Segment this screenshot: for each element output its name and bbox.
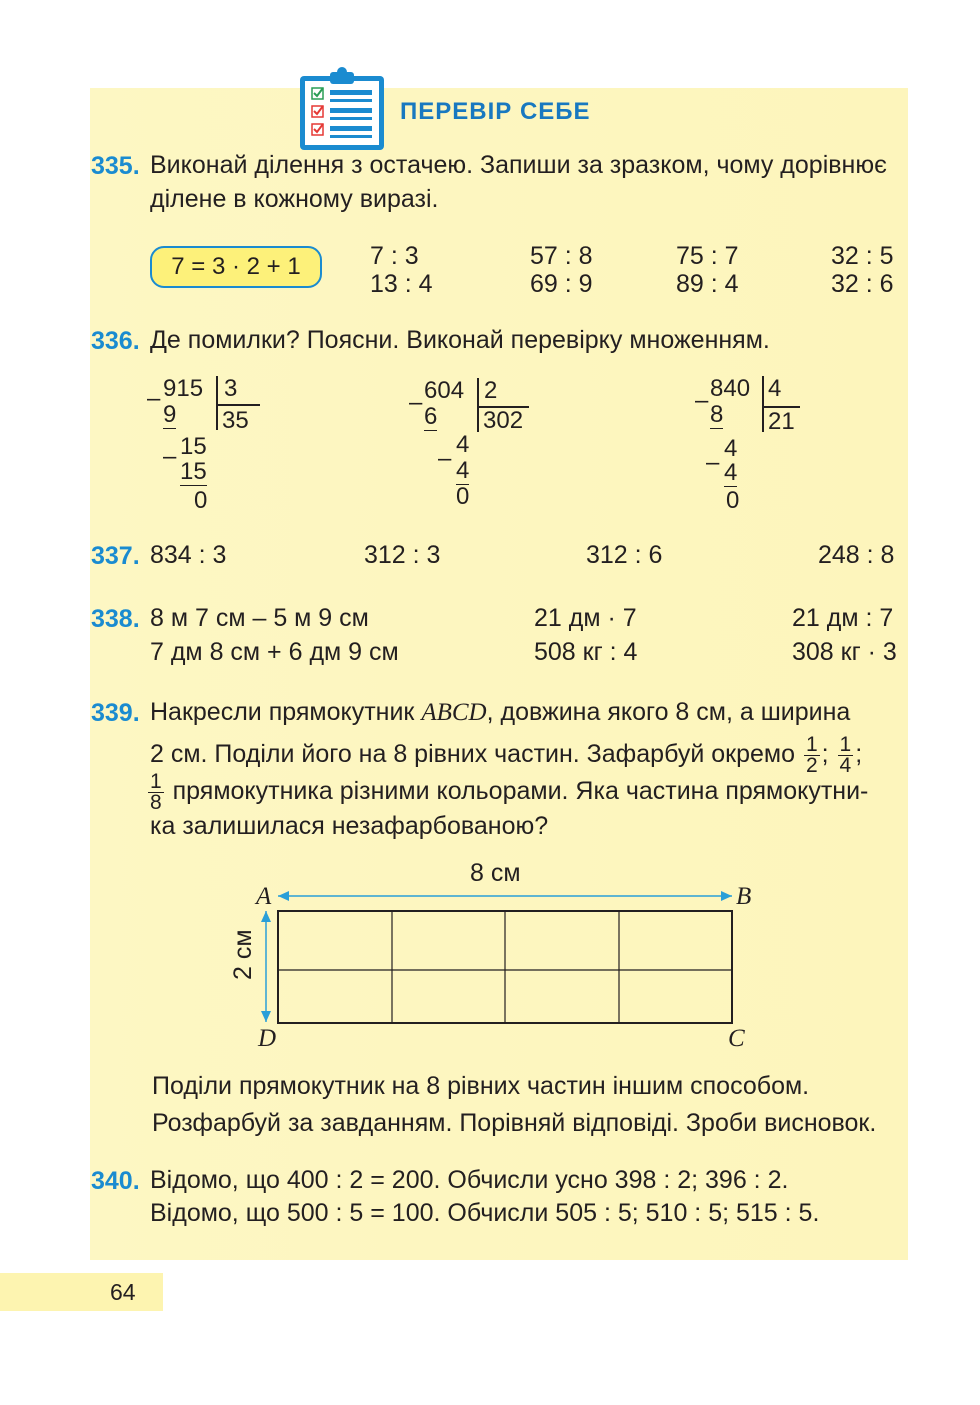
ex335-expr: 7 : 3 <box>370 242 419 270</box>
ex339-after-line2: Розфарбуй за завданням. Порівняй відповіді. Зроби висновок. <box>152 1109 877 1137</box>
quotient: 35 <box>222 407 249 434</box>
exercise-number-339: 339. <box>91 699 140 727</box>
dividend: 915 <box>163 375 204 402</box>
ex338-item: 308 кг · 3 <box>792 638 897 666</box>
ex337-item: 248 : 8 <box>818 541 895 569</box>
ex338-item: 508 кг : 4 <box>534 638 638 666</box>
ex340-text-line1: Відомо, що 400 : 2 = 200. Обчисли усно 398 : 2; 396 : 2. <box>150 1166 789 1194</box>
ex339-text-line4: ка залишилася незафарбованою? <box>150 812 549 840</box>
ex338-item: 8 м 7 см – 5 м 9 см <box>150 604 369 632</box>
fraction-quarter: $\frac{1}{4}$ <box>839 733 852 777</box>
ex335-expr: 32 : 5 <box>831 242 894 270</box>
page-number-tab <box>0 1273 163 1311</box>
page-number: 64 <box>110 1279 136 1305</box>
ex336-text: Де помилки? Поясни. Виконай перевірку множенням. <box>150 326 770 354</box>
quotient: 21 <box>768 408 795 435</box>
quotient: 302 <box>483 407 524 434</box>
dividend: 604 <box>424 377 465 404</box>
ex335-text-line2: ділене в кожному виразі. <box>150 185 439 213</box>
ex335-expr: 89 : 4 <box>676 270 739 298</box>
ex338-item: 21 дм : 7 <box>792 604 894 632</box>
ex337-item: 312 : 6 <box>586 541 663 569</box>
vertex-d-label: D <box>258 1025 277 1052</box>
exercise-number-335: 335. <box>91 152 140 180</box>
ex335-expr: 69 : 9 <box>530 270 593 298</box>
exercise-number-340: 340. <box>91 1167 140 1195</box>
ex338-item: 7 дм 8 см + 6 дм 9 см <box>150 638 399 666</box>
figure-length-label: 8 см <box>470 859 521 887</box>
ex335-text-line1: Виконай ділення з остачею. Запиши за зразком, чому дорівнює <box>150 151 887 179</box>
exercise-number-336: 336. <box>91 327 140 355</box>
ex340-text-line2: Відомо, що 500 : 5 = 100. Обчисли 505 : 5; 510 : 5; 515 : 5. <box>150 1199 820 1227</box>
dividend: 840 <box>710 375 751 402</box>
ex337-item: 834 : 3 <box>150 541 227 569</box>
abcd-label: ABCD <box>421 699 487 726</box>
ex335-expr: 75 : 7 <box>676 242 739 270</box>
ex339-text-line2: 2 см. Поділи його на 8 рівних частин. Зафарбуй окремо $\frac{1}{2}$ ; $\frac{1}{4}$ ; <box>150 733 863 777</box>
figure-width-label: 2 см <box>229 929 257 980</box>
ex339-text-line1: Накресли прямокутник ABCD, довжина якого 8 см, а ширина <box>150 698 851 726</box>
rectangle-figure <box>254 884 754 1034</box>
exercise-number-337: 337. <box>91 542 140 570</box>
vertex-b-label: B <box>736 883 752 910</box>
ex335-expr: 13 : 4 <box>370 270 433 298</box>
vertex-a-label: A <box>256 883 272 910</box>
divisor: 2 <box>484 377 498 404</box>
fraction-eighth: $\frac{1}{8}$ <box>150 770 162 814</box>
ex339-after-line1: Поділи прямокутник на 8 рівних частин іншим способом. <box>152 1072 810 1100</box>
ex335-expr: 32 : 6 <box>831 270 894 298</box>
ex335-expr: 57 : 8 <box>530 242 593 270</box>
ex338-item: 21 дм · 7 <box>534 604 637 632</box>
divisor: 4 <box>768 375 782 402</box>
checklist-clipboard-icon <box>296 66 388 152</box>
ex335-sample-pill: 7 = 3 · 2 + 1 <box>150 246 322 288</box>
ex337-item: 312 : 3 <box>364 541 441 569</box>
exercise-number-338: 338. <box>91 605 140 633</box>
divisor: 3 <box>224 375 238 402</box>
ex339-text-line3: $\frac{1}{8}$ прямокутника різними кольорами. Яка частина прямокутни- <box>150 770 869 814</box>
fraction-half: $\frac{1}{2}$ <box>805 733 818 777</box>
section-title: ПЕРЕВІР СЕБЕ <box>400 98 591 125</box>
vertex-c-label: C <box>728 1025 745 1052</box>
